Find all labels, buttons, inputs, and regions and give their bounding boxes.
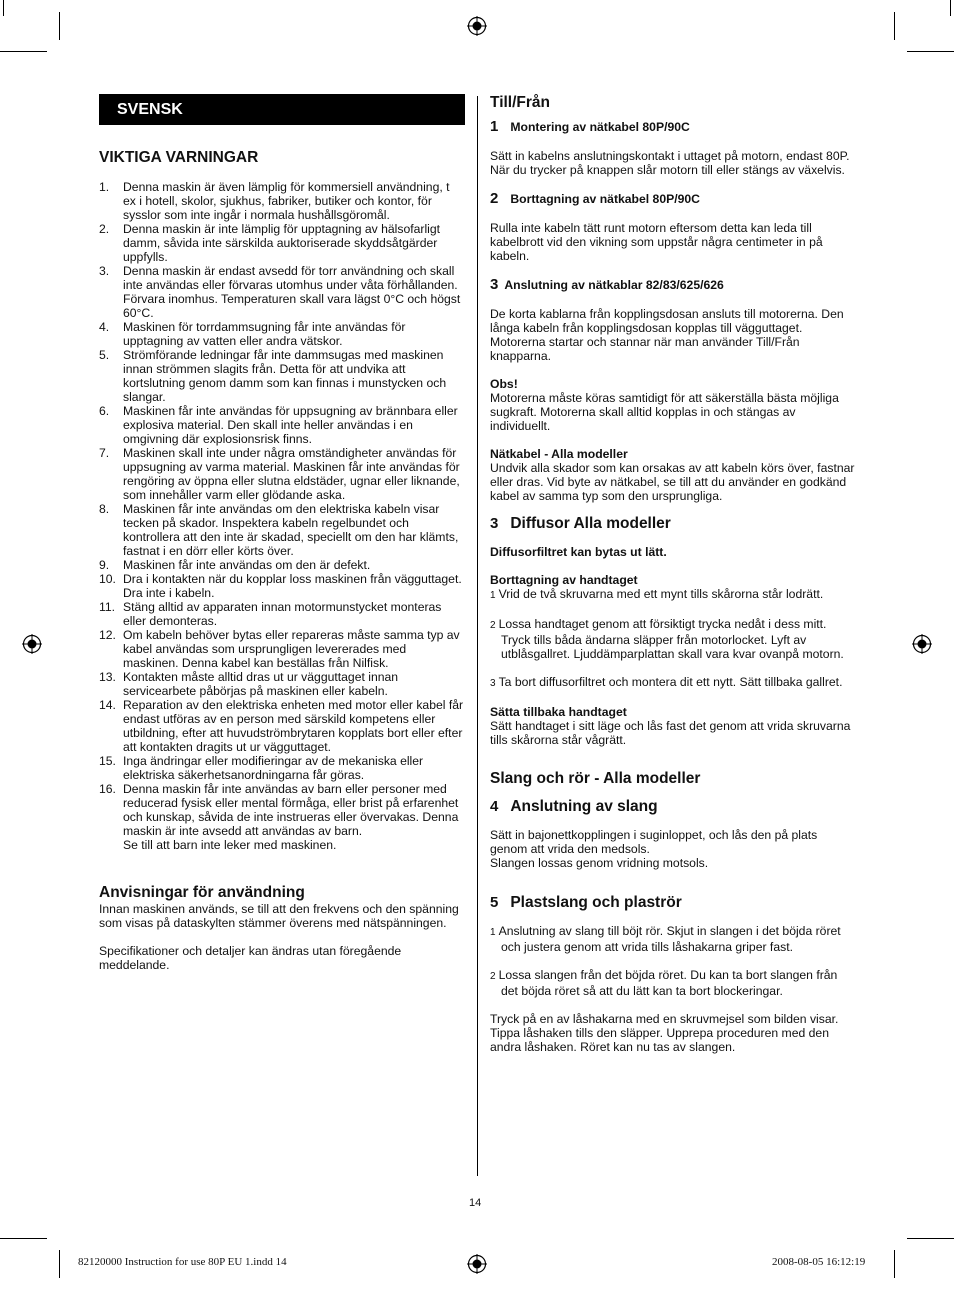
diffusor-note: Diffusorfiltret kan bytas ut lätt. [490, 545, 667, 559]
warning-number: 8. [99, 502, 110, 516]
step-number: 1 [490, 590, 496, 601]
section-number: 3 [490, 515, 499, 532]
step-text: Lossa slangen från det böjda röret. Du kan ta bort slangen från det böjda röret så att du lätt kan ta bort blockeringar. [498, 968, 838, 998]
right-column [490, 94, 856, 1054]
warning-text: Denna maskin är inte lämplig för upptagning av hälsofarligt damm, såvida inte särskilda auktoriserade skyddsåtgärder uppfylls. [123, 222, 441, 264]
page-number: 14 [469, 1197, 482, 1209]
warning-item [99, 348, 465, 404]
numbered-step [490, 675, 856, 691]
warning-number: 2. [99, 222, 110, 236]
section-title: Anslutning av slang [510, 798, 658, 815]
warning-text: Maskinen får inte användas om den är defekt. [123, 558, 371, 572]
warning-item [99, 670, 465, 698]
usage-title: Anvisningar för användning [99, 884, 305, 901]
warning-item [99, 600, 465, 628]
warning-number: 16. [99, 782, 116, 796]
obs-title: Obs! [490, 377, 518, 391]
warning-text: Denna maskin är endast avsedd för torr användning och skall inte användas eller förvaras utomhus under våta förhållanden. Förvara inomhus. Temperaturen skall vara lägst 0°C och högst 60°C. [123, 264, 461, 320]
crop-mark [59, 12, 60, 40]
warning-item [99, 572, 465, 600]
step-text: Anslutning av slang till böjt rör. Skjut in slangen i det böjda röret och justera genom att vrida tills låshakarna griper fast. [498, 924, 841, 954]
warning-item [99, 222, 465, 264]
numbered-step [490, 968, 856, 998]
section-number: 4 [490, 798, 499, 815]
footer-timestamp: 2008-08-05 16:12:19 [772, 1256, 866, 1268]
step-number: 1 [490, 927, 496, 938]
warning-number: 11. [99, 600, 116, 614]
section-heading [490, 894, 856, 912]
crop-mark [907, 51, 954, 52]
warning-item [99, 264, 465, 320]
warning-number: 10. [99, 572, 116, 586]
warning-text: Maskinen får inte användas om den elektriska kabeln visar tecken på skador. Inspektera kabeln regelbundet och kontrollera att den inte är skadad, speciellt om den har klämts, fastnat i en dörr eller körts över. [123, 502, 459, 558]
step-heading [490, 276, 856, 293]
crop-mark [0, 51, 47, 52]
step-heading [490, 118, 856, 135]
step-title: Montering av nätkabel 80P/90C [510, 120, 690, 134]
warning-item [99, 320, 465, 348]
step-number: 2 [490, 190, 499, 207]
step-number: 1 [490, 118, 499, 135]
step-number: 2 [490, 620, 496, 631]
language-bar: SVENSK [99, 94, 465, 125]
left-column [99, 94, 465, 972]
usage-paragraph: Specifikationer och detaljer kan ändras utan föregående meddelande. [99, 944, 402, 972]
warning-text: Se till att barn inte leker med maskinen. [123, 838, 337, 852]
section-heading [490, 515, 856, 533]
warning-text: Inga ändringar eller modifieringar av de mekaniska eller elektriska säkerhetsanordningarna får göras. [123, 754, 424, 782]
warning-text: Reparation av den elektriska enheten med motor eller kabel får endast utföras av en person med särskild kompetens eller utbildning, efter att huvudströmbrytaren kopplats bort eller efter att kontakten dragits ut ur vägguttaget. [123, 698, 464, 754]
warning-number: 9. [99, 558, 110, 572]
warning-text: Maskinen skall inte under några omständigheter användas för uppsugning av varma material. Maskinen får inte användas för rengöring av öppna eller slutna eldstäder, ugnar eller liknande, som innehåller varm eller glödande aska. [123, 446, 460, 502]
step-text: Vrid de två skruvarna med ett mynt tills skårorna står lodrätt. [498, 587, 824, 601]
warning-item [99, 404, 465, 446]
warning-text: Dra i kontakten när du kopplar loss maskinen från vägguttaget. Dra inte i kabeln. [123, 572, 462, 600]
warning-number: 1. [99, 180, 110, 194]
step-number: 3 [490, 276, 499, 293]
warning-item [99, 628, 465, 670]
warning-item [99, 180, 465, 222]
slang-title: Slang och rör - Alla modeller [490, 770, 701, 787]
crop-mark [0, 1238, 47, 1239]
step-title: Borttagning av nätkabel 80P/90C [510, 192, 700, 206]
step-heading [490, 190, 856, 207]
natkabel-text: Undvik alla skador som kan orsakas av att kabeln körs över, fastnar eller dras. Vid byte av nätkabel, se till att du använder en godkänd kabel av samma typ som den ursprungliga. [490, 461, 855, 503]
usage-paragraph: Innan maskinen används, se till att den frekvens och den spänning som visas på dataskylten stämmer överens med nätspänningen. [99, 902, 459, 930]
crop-mark [950, 0, 951, 16]
registration-mark-icon [467, 16, 487, 36]
warning-number: 4. [99, 320, 110, 334]
borttagning-title: Borttagning av handtaget [490, 573, 638, 587]
warning-text: Strömförande ledningar får inte dammsugas med maskinen innan strömmen slagits från. Detta för att undvika att kortslutning genom damm som kan finnas i munstycken och slangar. [123, 348, 447, 404]
numbered-step [490, 924, 856, 954]
registration-mark-icon [912, 634, 932, 654]
satta-title: Sätta tillbaka handtaget [490, 705, 627, 719]
warning-item [99, 446, 465, 502]
warning-number: 13. [99, 670, 116, 684]
step-number: 3 [490, 678, 496, 689]
step-number: 2 [490, 971, 496, 982]
warning-number: 12. [99, 628, 116, 642]
warning-text: Denna maskin får inte användas av barn eller personer med reducerad fysisk eller mental förmåga, eller brist på erfarenhet och kunskap, såvida de inte instrueras eller övervakas. Denna maskin är inte avsedd att användas av barn. [123, 782, 459, 838]
warning-number: 15. [99, 754, 116, 768]
till-fran-title: Till/Från [490, 94, 551, 111]
crop-mark [894, 1250, 895, 1278]
step-text: Slangen lossas genom vridning motsols. [490, 856, 709, 870]
section-number: 5 [490, 894, 499, 911]
warning-text: Stäng alltid av apparaten innan motormunstycket monteras eller demonteras. [123, 600, 442, 628]
warning-item [99, 782, 465, 838]
step-text: Sätt in kabelns anslutningskontakt i uttaget på motorn, endast 80P. När du trycker på knappen slår motorn till eller stängs av växelvis. [490, 149, 850, 177]
satta-text: Sätt handtaget i sitt läge och lås fast det genom att vrida skruvarna tills skårorna står vågrätt. [490, 719, 851, 747]
section-heading [490, 798, 856, 816]
warning-text: Denna maskin är även lämplig för kommersiell användning, t ex i hotell, skolor, sjukhus, fabriker, butiker och kontor, för sysslor som inte ingår i normala hushållsgöromål. [123, 180, 450, 222]
warning-text: Maskinen får inte användas för uppsugning av brännbara eller explosiva material. Den skall inte heller användas i en omgivning där explosionsrisk finns. [123, 404, 458, 446]
registration-mark-icon [22, 634, 42, 654]
warning-item [99, 838, 465, 852]
step-text: Ta bort diffusorfiltret och montera dit ett nytt. Sätt tillbaka gallret. [498, 675, 843, 689]
registration-mark-icon [467, 1254, 487, 1274]
warning-number: 3. [99, 264, 110, 278]
footer-file-info: 82120000 Instruction for use 80P EU 1.indd 14 [78, 1256, 287, 1268]
step-text: De korta kablarna från kopplingsdosan ansluts till motorerna. Den långa kabeln från kopplingsdosan kopplas till vägguttaget. Motorerna startar och stannar när man använder Till/Från knapparna. [490, 307, 844, 363]
warning-number: 5. [99, 348, 110, 362]
crop-mark [3, 0, 4, 16]
section-title: Diffusor Alla modeller [510, 515, 671, 532]
warning-item [99, 698, 465, 754]
section-title: Plastslang och plaströr [510, 894, 682, 911]
column-divider [477, 96, 478, 1176]
crop-mark [894, 12, 895, 40]
warnings-list [99, 180, 465, 852]
step-text: Sätt in bajonettkopplingen i suginloppet, och lås den på plats genom att vrida den medsols. [490, 828, 818, 856]
final-paragraph: Tryck på en av låshakarna med en skruvmejsel som bilden visar. Tippa låshaken tills den släpper. Upprepa proceduren med den andra låshaken. Röret kan nu tas av slangen. [490, 1012, 839, 1054]
crop-mark [907, 1238, 954, 1239]
step-text: Rulla inte kabeln tätt runt motorn eftersom detta kan leda till kabelbrott vid den vikning som uppstår några centimeter in på kabeln. [490, 221, 823, 263]
warning-text: Kontakten måste alltid dras ut ur vägguttaget innan servicearbete påbörjas på maskinen eller kabeln. [123, 670, 399, 698]
warning-number: 7. [99, 446, 110, 460]
warning-text: Maskinen för torrdammsugning får inte användas för upptagning av vatten eller andra vätskor. [123, 320, 406, 348]
warning-text: Om kabeln behöver bytas eller repareras måste samma typ av kabel användas som ursprungligen levererades med maskinen. Denna kabel kan beställas från Nilfisk. [123, 628, 460, 670]
crop-mark [59, 1250, 60, 1278]
obs-text: Motorerna måste köras samtidigt för att säkerställa bästa möjliga sugkraft. Motorerna skall alltid kopplas in och stängas av individuellt. [490, 391, 839, 433]
warning-item [99, 558, 465, 572]
warnings-title: VIKTIGA VARNINGAR [99, 149, 259, 166]
warning-item [99, 754, 465, 782]
step-text: Lossa handtaget genom att försiktigt trycka nedåt i dess mitt. Tryck tills båda ändarna släpper från motorlocket. Lyft av utblåsgallret. Ljuddämparplattan skall vara kvar ovanpå motorn. [498, 617, 844, 661]
warning-number: 6. [99, 404, 110, 418]
step-title: Anslutning av nätkablar 82/83/625/626 [504, 278, 724, 292]
warning-item [99, 502, 465, 558]
numbered-step [490, 617, 856, 661]
warning-number: 14. [99, 698, 116, 712]
numbered-step [490, 587, 856, 603]
natkabel-title: Nätkabel - Alla modeller [490, 447, 628, 461]
